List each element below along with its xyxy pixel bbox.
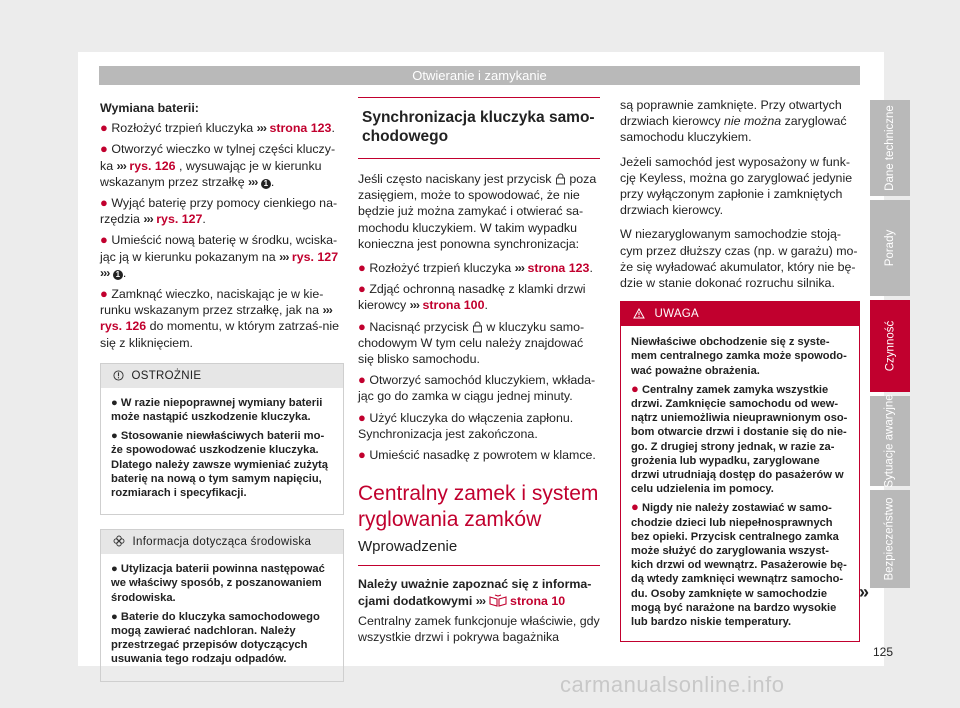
list-item-text: Otworzyć samochód kluczykiem, wkłada-jąc go do zamka w ciągu jednej minuty. (358, 373, 596, 404)
info-circle-icon: 1 (261, 179, 271, 189)
tab-label: Bezpieczeństwo (884, 497, 897, 581)
list-item-text: Wyjąć baterię przy pomocy cienkiego na-rzędzia (100, 196, 338, 227)
warning-box (620, 301, 860, 642)
warning-lead: Niewłaściwe obchodzenie się z syste-mem centralnego zamka może spowodo-wać poważne obrażenia. (631, 336, 847, 377)
list-item-text: Zdjąć ochronną nasadkę z klamki drzwi kierowcy (358, 282, 586, 313)
warning-item-text: Centralny zamek zamyka wszystkie drzwi. Zamknięcie samochodu od wew-nątrz uniemożliwia nieuprawnionym oso-bom otwarcie drzwi i dostanie się do nie-go. Z drugiej strony jednak, w razie za-grożenia lub wypadku, zaryglowane drzwi utrudniają dostęp do pasażerów w celu udzielenia im pomocy. (631, 383, 848, 496)
list-item-text: . (122, 265, 127, 280)
tab-label: Dane techniczne (884, 105, 897, 191)
central-lock-subtitle: Wprowadzenie (358, 539, 600, 566)
info-icon (113, 370, 124, 381)
list-item (358, 410, 600, 442)
figure-link[interactable]: rys. 127 (156, 212, 203, 227)
warning-body (621, 326, 859, 641)
list-item (100, 120, 344, 136)
tab-label: Porady (884, 229, 896, 267)
list-item-text: Zamknąć wieczko, naciskając je w kie-runku wskazanym przez strzałkę, jak na (100, 287, 324, 318)
ref-arrow-icon: ››› (116, 158, 126, 173)
list-item (358, 260, 600, 276)
environment-item (111, 610, 333, 667)
list-item-text: . (484, 298, 488, 313)
warning-title: UWAGA (654, 308, 700, 321)
list-item-text: Umieścić nową baterię w środku, wciska-jąc ją w kierunku pokazanym na (100, 233, 338, 264)
central-lock-title: Centralny zamek i system ryglowania zamków (358, 482, 599, 532)
environment-body (101, 554, 343, 680)
ref-arrow-icon: ››› (256, 121, 266, 136)
list-item-text: , wysuwając je w kierunku wskazanym przez strzałkę (100, 158, 322, 189)
column-1 (100, 100, 344, 682)
watermark: carmanualsonline.info (560, 672, 785, 697)
environment-header (101, 530, 343, 554)
list-item-text: Rozłożyć trzpień kluczyka (111, 121, 257, 136)
book-icon (489, 594, 507, 607)
column-2 (358, 97, 600, 653)
caution-item-text: Stosowanie niewłaściwych baterii mo-że spowodować uszkodzenie kluczyka. Dlatego należy zawsze wymieniać zużytą baterię na nową o tym samym napięciu, rozmiarach i specyfikacji. (111, 430, 328, 500)
warning-item-text: Nigdy nie należy zostawiać w samo-chodzie dzieci lub niepełnosprawnych bez opieki. Przycisk centralnego zamka może służyć do zaryglowania wszyst-kich drzwi od wewnątrz. Pasażerowie bę-dą wtedy zamknięci wewnątrz samocho-du. Osoby zamknięte w samochodzie mogą być narażone na bardzo wysokie lub bardzo niskie temperatury. (631, 502, 847, 629)
paragraph (620, 97, 860, 146)
bullet-icon: ● (100, 195, 108, 211)
tab-dane-techniczne[interactable] (870, 100, 910, 196)
paragraph: W niezaryglowanym samochodzie stoją-cym przez dłuższy czas (np. w garażu) mo-że się wyładować akumulator, który nie bę-dzie w stanie dokonać rozruchu silnika. (620, 227, 858, 291)
tab-label: Czynność (884, 320, 896, 372)
list-item (100, 232, 344, 281)
bullet-icon: ● (358, 318, 366, 334)
paragraph-text: są poprawnie zamknięte. Przy otwartych drzwiach kierowcy (620, 98, 842, 129)
bullet-icon: ● (100, 120, 108, 136)
caution-header (101, 364, 343, 388)
bullet-icon: ● (100, 286, 108, 302)
list-item-text: Rozłożyć trzpień kluczyka (369, 261, 515, 276)
list-item-text: Otworzyć wieczko w tylnej części kluczy-ka (100, 142, 336, 173)
list-item (358, 319, 600, 368)
tab-sytuacje-awaryjne[interactable] (870, 396, 910, 486)
caution-body (101, 388, 343, 514)
bullet-icon: ● (631, 499, 639, 515)
caution-item-text: W razie niepoprawnej wymiany baterii może nastąpić uszkodzenie kluczyka. (111, 396, 323, 424)
bullet-icon: ● (111, 396, 118, 409)
tab-porady[interactable] (870, 200, 910, 296)
intro-paragraph: Centralny zamek funkcjonuje właściwie, gdy wszystkie drzwi i pokrywa bagażnika (358, 613, 600, 645)
bullet-icon: ● (111, 430, 118, 443)
tab-label: Sytuacje awaryjne (884, 394, 897, 488)
ref-arrow-icon: ››› (514, 261, 524, 276)
list-item (358, 281, 600, 313)
figure-link[interactable]: rys. 126 (100, 319, 147, 334)
bullet-icon: ● (631, 380, 639, 396)
list-item-text: . (331, 121, 335, 136)
list-item-text: . (589, 261, 593, 276)
tab-czynnosc[interactable] (870, 300, 910, 392)
caution-item (111, 429, 333, 500)
page-number: 125 (873, 645, 894, 659)
environment-item-text: Baterie do kluczyka samochodowego mogą zawierać nadchloran. Należy przestrzegać przepisów dotyczących usuwania tego rodzaju odpadów. (111, 610, 320, 666)
tab-bezpieczenstwo[interactable] (870, 490, 910, 588)
bullet-icon: ● (358, 260, 366, 276)
intro-note-text: Należy uważnie zapoznać się z informa-cjami dodatkowymi (358, 577, 592, 608)
page-link[interactable]: strona 100 (422, 298, 485, 313)
ref-arrow-icon: ››› (279, 249, 289, 264)
list-item (358, 447, 600, 463)
lock-icon (472, 321, 483, 333)
emphasis-text: nie można (723, 114, 782, 129)
ref-arrow-icon: ››› (248, 174, 258, 189)
list-item-text: do momentu, w którym zatrzaś-nie się z kliknięciem. (100, 319, 339, 350)
continue-arrow-icon: » (859, 582, 870, 602)
page-link[interactable]: strona 123 (527, 261, 590, 276)
ref-arrow-icon: ››› (100, 265, 110, 280)
environment-item-text: Utylizacja baterii powinna następować we właściwy sposób, z poszanowaniem środowiska. (111, 563, 325, 604)
figure-link[interactable]: rys. 126 (129, 158, 176, 173)
paragraph: Jeżeli samochód jest wyposażony w funk-cję Keyless, można go zaryglować jedynie przy wyłączonym zapłonie i zamkniętych drzwiach kierowcy. (620, 154, 853, 218)
ref-arrow-icon: ››› (475, 593, 486, 608)
list-item-text: Użyć kluczyka do włączenia zapłonu. Synchronizacja jest zakończona. (358, 410, 574, 441)
ref-arrow-icon: ››› (322, 303, 332, 318)
bullet-icon: ● (111, 563, 118, 576)
intro-note (358, 576, 600, 608)
list-item-text: w kluczyku samo-chodowym W tym celu należy znajdować się blisko samochodu. (358, 319, 585, 367)
figure-link[interactable]: rys. 127 (291, 249, 339, 264)
bullet-icon: ● (100, 141, 108, 157)
warning-triangle-icon (633, 308, 645, 319)
caution-box (100, 363, 344, 515)
environment-title: Informacja dotycząca środowiska (132, 536, 312, 549)
ref-arrow-icon: ››› (409, 298, 420, 313)
manual-page (78, 52, 884, 666)
list-item (100, 195, 344, 227)
paragraph-text: Jeśli często naciskany jest przycisk (358, 172, 555, 186)
page-link[interactable]: strona 123 (269, 121, 332, 136)
list-item-text: Umieścić nasadkę z powrotem w klamce. (369, 448, 596, 463)
battery-heading: Wymiana baterii: (100, 101, 199, 115)
environment-item (111, 562, 333, 605)
ref-arrow-icon: ››› (143, 212, 153, 227)
bullet-icon: ● (100, 232, 108, 248)
info-circle-icon: 1 (113, 270, 123, 280)
sync-paragraph (358, 171, 600, 252)
column-3 (620, 97, 860, 642)
bullet-icon: ● (358, 447, 366, 463)
caution-title: OSTROŻNIE (131, 369, 202, 382)
flower-icon (113, 535, 125, 547)
list-item (100, 286, 344, 351)
list-item (358, 372, 600, 404)
bullet-icon: ● (358, 409, 366, 425)
sync-section-title: Synchronizacja kluczyka samo-chodowego (358, 97, 600, 159)
page-link[interactable]: strona 10 (510, 593, 566, 608)
lock-icon (555, 173, 566, 185)
bullet-icon: ● (358, 372, 366, 388)
list-item-text: . (202, 212, 206, 227)
warning-item (631, 382, 849, 497)
paragraph-text: zaryglować samochodu kluczykiem. (620, 114, 847, 145)
caution-item (111, 396, 333, 424)
warning-item (631, 500, 849, 629)
paragraph-text: poza zasięgiem, może to spowodować, że nie będzie już można zamykać i otwierać sa-mochodu kluczykiem. W takim wypadku konieczna jest ponowna synchronizacja: (358, 172, 597, 251)
bullet-icon: ● (111, 610, 118, 623)
list-item-text: Nacisnąć przycisk (369, 319, 472, 334)
page-header: Otwieranie i zamykanie (99, 66, 860, 85)
warning-header (621, 302, 859, 326)
list-item (100, 141, 344, 190)
environment-box (100, 529, 344, 681)
bullet-icon: ● (358, 281, 366, 297)
list-item-text: . (270, 174, 275, 189)
